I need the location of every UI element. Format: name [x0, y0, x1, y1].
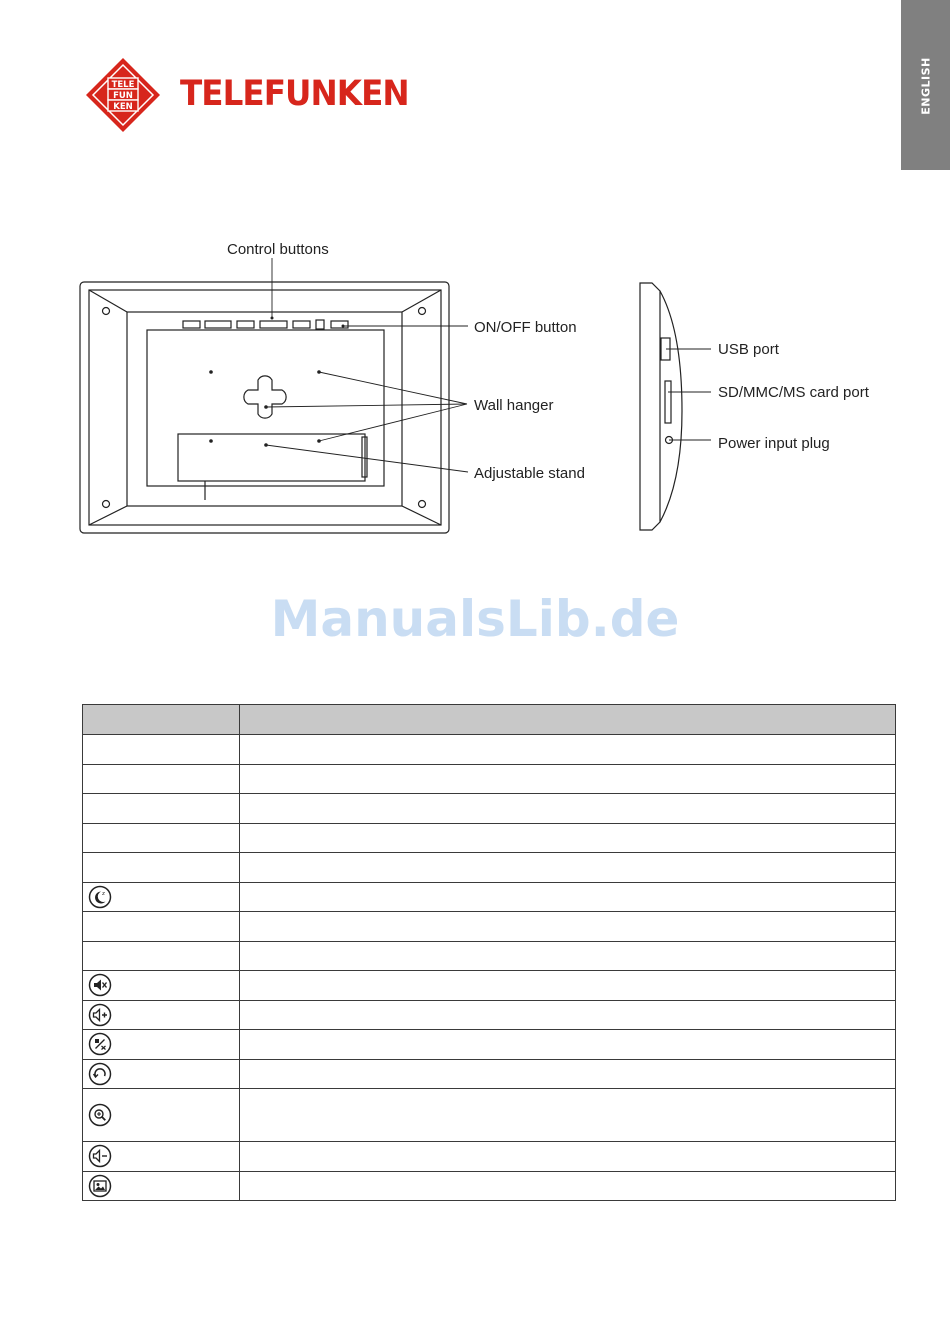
label-control-buttons: Control buttons: [227, 241, 329, 258]
table-row: [83, 735, 896, 765]
emblem-line-3: KEN: [113, 101, 133, 112]
key-cell: [83, 1171, 240, 1201]
function-cell: [240, 764, 896, 794]
power-button: [331, 321, 348, 328]
volume-down-icon: [88, 1144, 112, 1168]
header-cell-key: [83, 705, 240, 735]
key-cell: [83, 823, 240, 853]
frame-diagram: [0, 230, 950, 550]
key-cell: [83, 764, 240, 794]
key-cell: [83, 1089, 240, 1142]
table-row: [83, 912, 896, 942]
bevel-bl: [89, 506, 127, 525]
table-row: [83, 853, 896, 883]
function-cell: [240, 1142, 896, 1172]
function-cell: [240, 1171, 896, 1201]
table-row: [83, 1030, 896, 1060]
key-cell: [83, 882, 240, 912]
table-row: [83, 823, 896, 853]
card-slot: [665, 381, 671, 423]
side-profile: [640, 283, 660, 530]
zoom-icon: [88, 1103, 112, 1127]
leader-hanger-1: [319, 372, 467, 404]
back-panel: [127, 312, 402, 506]
key-cell: [83, 971, 240, 1001]
volume-up-icon: [88, 1003, 112, 1027]
bevel-tr: [402, 290, 441, 312]
table-row: [83, 764, 896, 794]
control-button-2: [205, 321, 231, 328]
table-row: [83, 1171, 896, 1201]
function-cell: [240, 1059, 896, 1089]
button-table: [82, 704, 896, 1201]
control-button-4: [260, 321, 287, 328]
screw-bl: [103, 501, 110, 508]
brand-emblem-icon: [84, 56, 162, 134]
control-button-6: [316, 320, 324, 329]
screw-br: [419, 501, 426, 508]
svg-text:z: z: [102, 890, 105, 897]
key-cell: [83, 794, 240, 824]
emblem-line-2: FUN: [113, 90, 133, 101]
label-on-off-button: ON/OFF button: [474, 319, 577, 336]
key-cell: [83, 912, 240, 942]
leader-hanger-2: [266, 404, 467, 407]
language-tab: [901, 0, 950, 170]
screw-tr: [419, 308, 426, 315]
mute-icon: [88, 973, 112, 997]
table-row: [83, 1000, 896, 1030]
key-cell: [83, 1000, 240, 1030]
function-cell: [240, 853, 896, 883]
label-adjustable-stand: Adjustable stand: [474, 465, 585, 482]
table-row: [83, 1142, 896, 1172]
table-row: [83, 971, 896, 1001]
key-cell: [83, 853, 240, 883]
key-cell: [83, 941, 240, 971]
bevel-br: [402, 506, 441, 525]
function-cell: [240, 735, 896, 765]
function-cell: [240, 1089, 896, 1142]
table-row: [83, 1059, 896, 1089]
table-row: [83, 794, 896, 824]
photo-icon: [88, 1174, 112, 1198]
function-cell: [240, 941, 896, 971]
table-row: [83, 1089, 896, 1142]
key-cell: [83, 735, 240, 765]
label-usb-port: USB port: [718, 341, 779, 358]
table-row: [83, 941, 896, 971]
control-button-3: [237, 321, 254, 328]
label-power-input: Power input plug: [718, 435, 830, 452]
label-card-port: SD/MMC/MS card port: [718, 384, 869, 401]
control-button-5: [293, 321, 310, 328]
leader-hanger-3: [319, 404, 467, 441]
function-cell: [240, 971, 896, 1001]
sleep-icon: [88, 885, 112, 909]
stand-body: [178, 434, 365, 481]
wall-hanger-shape: [244, 376, 286, 418]
function-cell: [240, 1030, 896, 1060]
key-cell: [83, 1142, 240, 1172]
control-button-1: [183, 321, 200, 328]
rotate-icon: [88, 1062, 112, 1086]
function-cell: [240, 794, 896, 824]
key-cell: [83, 1059, 240, 1089]
screw-tl: [103, 308, 110, 315]
table-row: [83, 882, 896, 912]
function-cell: [240, 912, 896, 942]
brand-name: TELEFUNKEN: [180, 74, 409, 114]
function-cell: [240, 882, 896, 912]
key-cell: [83, 1030, 240, 1060]
function-cell: [240, 1000, 896, 1030]
percent-icon: [88, 1032, 112, 1056]
table-header-row: [83, 705, 896, 735]
watermark: ManualsLib.de: [270, 590, 680, 648]
emblem-line-1: TELE: [111, 79, 135, 90]
label-wall-hanger: Wall hanger: [474, 397, 554, 414]
header-cell-function: [240, 705, 896, 735]
function-cell: [240, 823, 896, 853]
language-label: ENGLISH: [919, 57, 932, 115]
